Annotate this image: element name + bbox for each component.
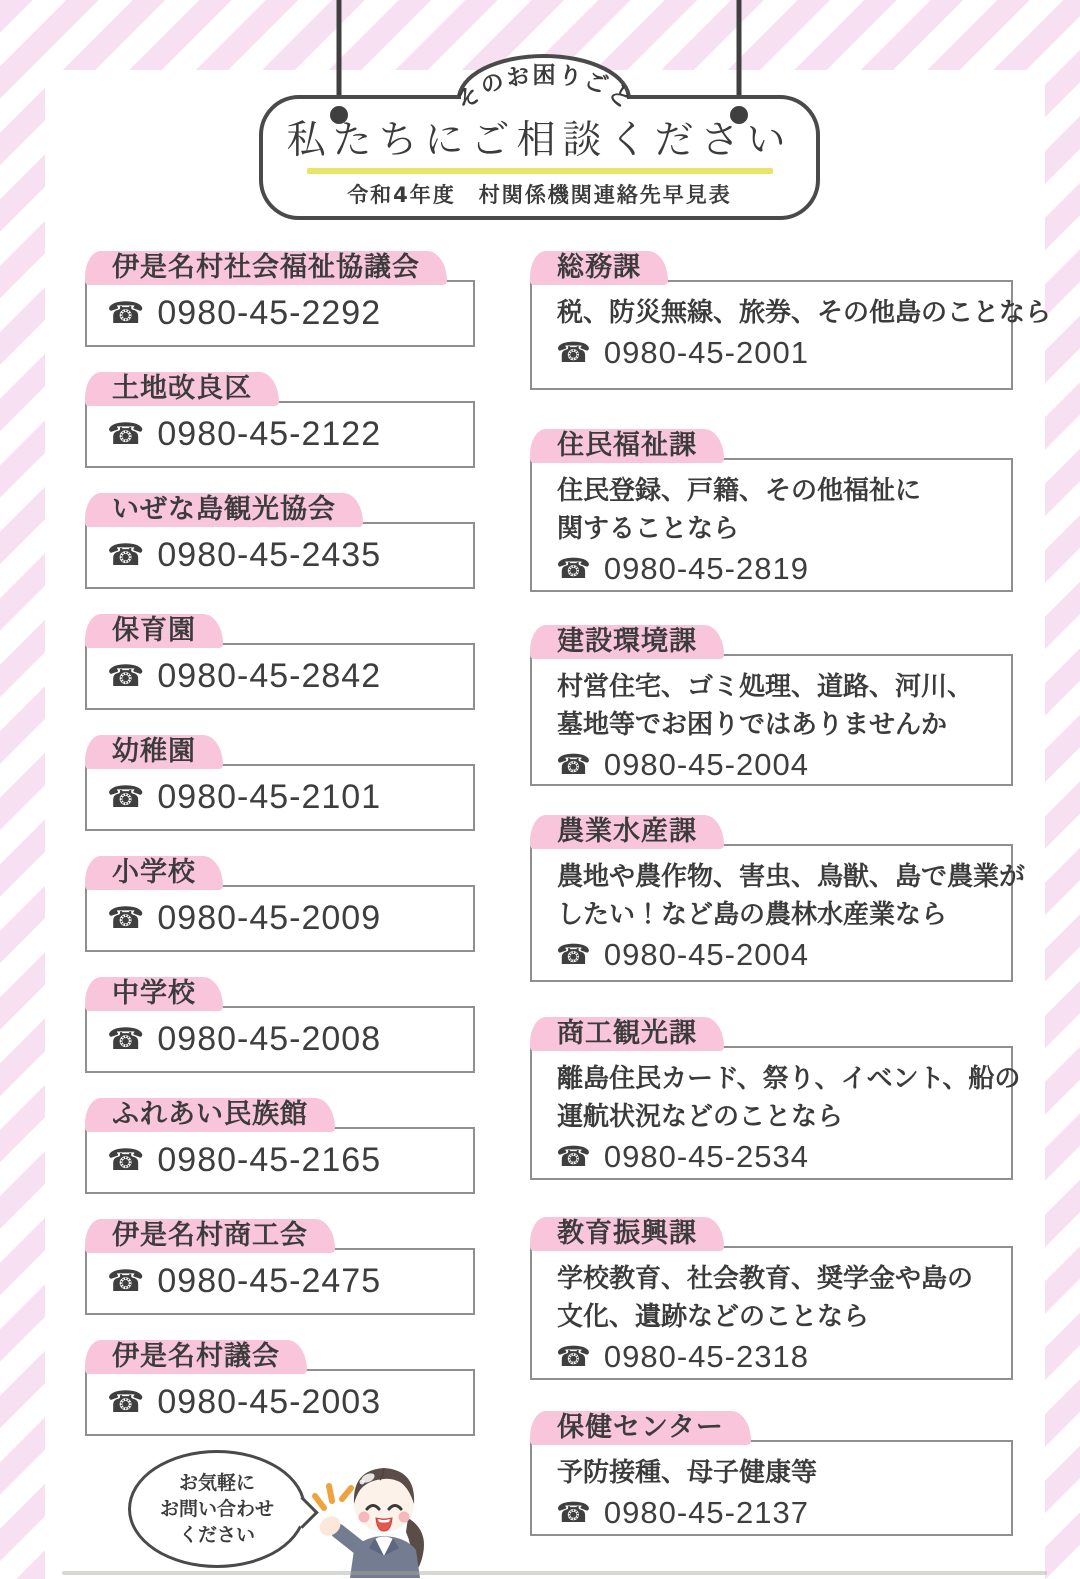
service-description [532, 856, 1026, 934]
service-description-line: 文化、遺跡などのことなら [557, 1302, 870, 1332]
contact-label: ふれあい民族館 [112, 1099, 308, 1130]
contact-label-tab [85, 493, 363, 527]
phone-number: 0980-45-2004 [603, 937, 809, 972]
department-label-tab [530, 1017, 724, 1051]
contact-label: 小学校 [112, 857, 196, 888]
phone-icon: ☎ [556, 1340, 591, 1373]
phone-row [87, 1250, 473, 1313]
phone-number: 0980-45-2122 [157, 415, 382, 453]
phone-row [532, 1339, 1011, 1375]
raised-arm [338, 1531, 362, 1550]
contact-card [85, 857, 475, 952]
phone-icon: ☎ [107, 1021, 145, 1057]
service-description-line: 農地や農作物、害虫、鳥獣、島で農業が [557, 862, 1026, 892]
phone-icon: ☎ [556, 748, 591, 781]
phone-icon: ☎ [556, 938, 591, 971]
department-label-tab [530, 815, 724, 849]
arc-tagline: そのお困りごと [451, 62, 639, 116]
phone-icon: ☎ [107, 537, 145, 573]
department-label: 建設環境課 [557, 626, 697, 657]
bubble-text-line: お気軽に [178, 1472, 255, 1494]
phone-icon: ☎ [107, 1263, 145, 1299]
department-label-tab [530, 429, 724, 463]
department-label-tab [530, 251, 668, 285]
phone-icon: ☎ [556, 552, 591, 585]
contact-label: 保育園 [112, 615, 196, 646]
service-description-line: 関することなら [557, 514, 740, 544]
contact-label-tab [85, 856, 223, 890]
phone-number: 0980-45-2435 [157, 536, 382, 574]
phone-number: 0980-45-2137 [603, 1495, 809, 1530]
contact-card [85, 1341, 475, 1436]
emphasis-marks-icon [315, 1486, 351, 1508]
phone-icon: ☎ [107, 416, 145, 452]
contact-label: 幼稚園 [112, 736, 196, 767]
department-label-tab [530, 625, 724, 659]
contact-label-tab [85, 1098, 335, 1132]
contact-label: 伊是名村議会 [112, 1341, 280, 1372]
department-card [530, 1218, 1013, 1380]
phone-icon: ☎ [107, 1384, 145, 1420]
blush-left [359, 1512, 370, 1523]
contact-label-tab [85, 251, 447, 285]
phone-row [87, 282, 473, 345]
service-description-line: 予防接種、母子健康等 [557, 1458, 818, 1488]
contact-label-tab [85, 735, 223, 769]
contact-card [85, 252, 475, 347]
phone-row [532, 747, 1011, 783]
phone-row [87, 887, 473, 950]
service-description-line: 税、防災無線、旅券、その他島のことなら [557, 298, 1052, 328]
title-underline [307, 168, 773, 174]
phone-row [532, 335, 1011, 371]
phone-number: 0980-45-2292 [157, 294, 382, 332]
service-description-line: 村営住宅、ゴミ処理、道路、河川、 [557, 672, 974, 702]
service-description [532, 470, 1011, 548]
service-description [532, 1452, 1011, 1492]
department-card [530, 626, 1013, 786]
bubble-text-line: ください [178, 1524, 255, 1546]
department-label: 住民福祉課 [557, 430, 697, 461]
speech-bubble [128, 1450, 306, 1568]
phone-row [87, 1129, 473, 1192]
contact-card [85, 1099, 475, 1194]
service-description [532, 1258, 1011, 1336]
phone-row [87, 524, 473, 587]
department-card [530, 816, 1026, 982]
right-contact-column [530, 252, 1052, 1550]
phone-row [532, 551, 1011, 587]
phone-icon: ☎ [107, 1142, 145, 1178]
blush-right [399, 1512, 410, 1523]
contact-label-tab [85, 1219, 335, 1253]
header-title-block [261, 116, 818, 209]
contact-card [85, 978, 475, 1073]
contact-label: 伊是名村商工会 [112, 1220, 308, 1251]
phone-row [87, 1008, 473, 1071]
phone-number: 0980-45-2534 [603, 1139, 809, 1174]
contact-label-tab [85, 1340, 307, 1374]
phone-number: 0980-45-2004 [603, 747, 809, 782]
phone-number: 0980-45-2318 [603, 1339, 809, 1374]
phone-icon: ☎ [556, 1140, 591, 1173]
receptionist-illustration [296, 1432, 450, 1579]
phone-icon: ☎ [107, 658, 145, 694]
phone-row [87, 1371, 473, 1434]
department-label: 総務課 [557, 252, 641, 283]
department-label-tab [530, 1217, 724, 1251]
contact-label-tab [85, 372, 279, 406]
department-label: 教育振興課 [557, 1218, 697, 1249]
phone-number: 0980-45-2842 [157, 657, 382, 695]
phone-number: 0980-45-2165 [157, 1141, 382, 1179]
service-description-line: 墓地等でお困りではありませんか [557, 710, 948, 740]
phone-row [532, 1495, 1011, 1531]
phone-icon: ☎ [556, 336, 591, 369]
service-description-line: 離島住民カード、祭り、イベント、船の [557, 1064, 1021, 1094]
contact-card [85, 615, 475, 710]
department-label: 保健センター [557, 1412, 724, 1443]
service-description-line: したい！など島の農林水産業なら [557, 900, 948, 930]
phone-number: 0980-45-2009 [157, 899, 382, 937]
phone-row [532, 1139, 1011, 1175]
contact-label: 伊是名村社会福祉協議会 [112, 252, 420, 283]
contact-label: 土地改良区 [112, 373, 252, 404]
contact-card [85, 373, 475, 468]
department-card [530, 1412, 1013, 1536]
contact-card [85, 1220, 475, 1315]
service-description-line: 学校教育、社会教育、奨学金や島の [557, 1264, 974, 1294]
contact-label: 中学校 [112, 978, 196, 1009]
phone-icon: ☎ [556, 1496, 591, 1529]
phone-number: 0980-45-2001 [603, 335, 809, 370]
phone-number: 0980-45-2008 [157, 1020, 382, 1058]
bubble-text-line: お問い合わせ [159, 1498, 274, 1520]
contact-label-tab [85, 977, 223, 1011]
phone-icon: ☎ [107, 779, 145, 815]
contact-label: いぜな島観光協会 [112, 494, 336, 525]
service-description [532, 666, 1011, 744]
phone-number: 0980-45-2475 [157, 1262, 382, 1300]
department-label-tab [530, 1411, 751, 1445]
contact-card [85, 736, 475, 831]
department-card [530, 1018, 1021, 1180]
phone-icon: ☎ [107, 295, 145, 331]
scan-artifact-line [62, 1571, 1047, 1575]
phone-row [87, 766, 473, 829]
service-description [532, 1058, 1021, 1136]
service-description [532, 292, 1052, 332]
department-label: 農業水産課 [557, 816, 697, 847]
phone-icon: ☎ [107, 900, 145, 936]
department-card [530, 252, 1052, 390]
contact-card [85, 494, 475, 589]
phone-number: 0980-45-2003 [157, 1383, 382, 1421]
phone-row [532, 937, 1011, 973]
phone-row [87, 403, 473, 466]
department-card [530, 430, 1013, 592]
page-title: 私たちにご相談ください [286, 118, 793, 163]
department-label: 商工観光課 [557, 1018, 697, 1049]
left-contact-column [85, 252, 475, 1450]
phone-row [87, 645, 473, 708]
page-subtitle: 令和4年度 村関係機関連絡先早見表 [347, 183, 732, 207]
service-description-line: 運航状況などのことなら [557, 1102, 844, 1132]
phone-number: 0980-45-2101 [157, 778, 382, 816]
contact-label-tab [85, 614, 223, 648]
service-description-line: 住民登録、戸籍、その他福祉に [557, 476, 922, 506]
phone-number: 0980-45-2819 [603, 551, 809, 586]
